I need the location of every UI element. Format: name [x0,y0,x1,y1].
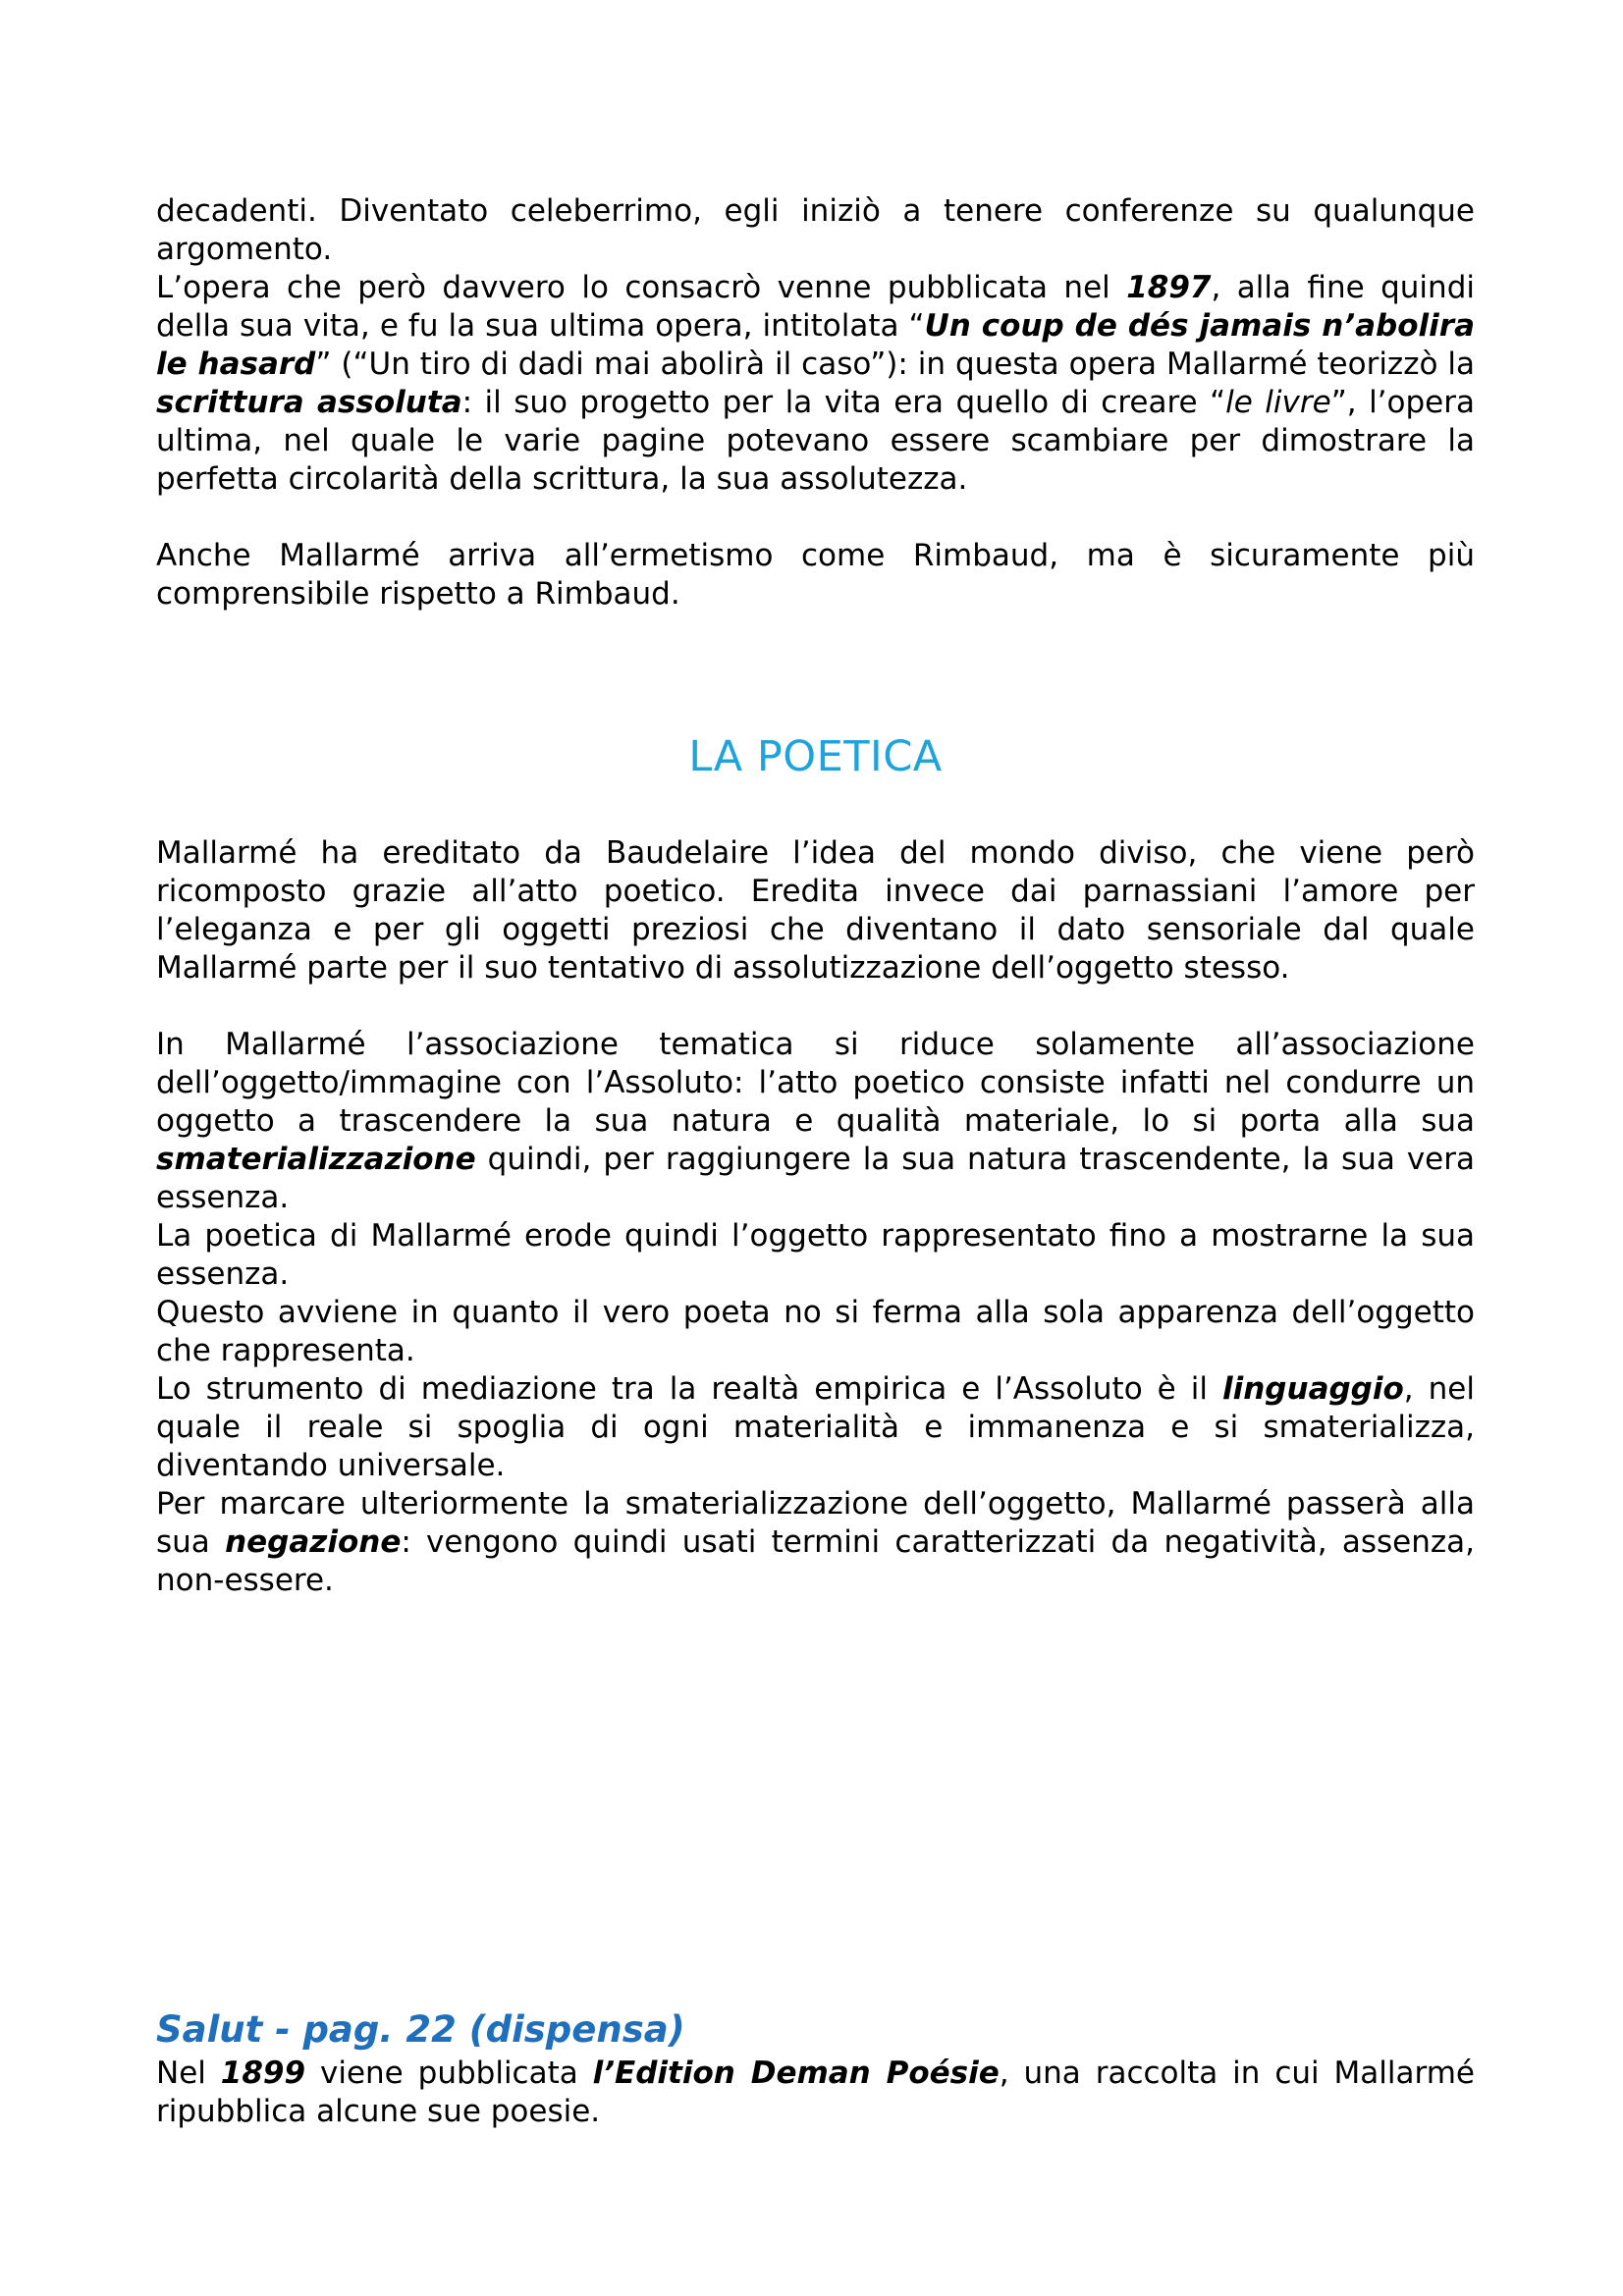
intro-paragraph-3: Anche Mallarmé arriva all’ermetismo come Rimbaud, ma è sicuramente più comprensibile rispetto a Rimbaud. [156,538,1475,612]
term-le-livre: le livre [1225,385,1331,420]
text-run: ”, l’opera ultima, nel quale le varie pagine potevano essere scambiare per dimostrare la perfetta circolarità della scrittura, la sua assolutezza. [156,385,1475,497]
text-run: L’opera che però davvero lo consacrò venne pubblicata nel [156,270,1127,305]
poetica-paragraph-6 [156,1485,1475,1600]
text-run: , una raccolta in cui Mallarmé ripubblica alcune sue poesie. [156,2056,1475,2129]
text-run: quindi, per raggiungere la sua natura trascendente, la sua vera essenza. [156,1142,1475,1215]
text-run: Nel [156,2056,221,2091]
text-run: : vengono quindi usati termini caratterizzati da negatività, assenza, non-essere. [156,1524,1475,1598]
year-1899: 1899 [220,2056,306,2091]
work-title: Un coup de dés jamais n’abolira le hasard [156,308,1476,382]
salut-paragraph-1 [156,2055,1475,2131]
text-run: In Mallarmé l’associazione tematica si riduce solamente all’associazione dell’oggetto/immagine con l’Assoluto: l’atto poetico consiste infatti nel condurre un oggetto a trascendere la sua natura e qualità materiale, lo si porta alla sua [156,1027,1475,1139]
poetica-paragraph-5 [156,1370,1475,1485]
poetica-paragraph-3: La poetica di Mallarmé erode quindi l’oggetto rappresentato fino a mostrarne la sua essenza. [156,1218,1475,1292]
text-run: viene pubblicata [305,2056,593,2091]
edition-title: l’Edition Deman Poésie [592,2056,1000,2091]
text-run: ” (“Un tiro di dadi mai abolirà il caso”): in questa opera Mallarmé teorizzò la [315,347,1475,382]
text-run: : il suo progetto per la vita era quello di creare “ [461,385,1226,420]
term-smaterializzazione: smaterializzazione [156,1142,476,1177]
term-linguaggio: linguaggio [1221,1371,1404,1407]
text-run: Per marcare ulteriormente la smaterializzazione dell’oggetto, Mallarmé passerà alla sua [156,1486,1475,1560]
text-run: , alla fine quindi della sua vita, e fu la sua ultima opera, intitolata “ [156,270,1475,344]
poetica-paragraph-1: Mallarmé ha ereditato da Baudelaire l’idea del mondo diviso, che viene però ricomposto grazie all’atto poetico. Eredita invece dai parnassiani l’amore per l’eleganza e per gli oggetti preziosi che diventano il dato sensoriale dal quale Mallarmé parte per il suo tentativo di assolutizzazione dell’oggetto stesso. [156,835,1475,986]
intro-paragraph-1: decadenti. Diventato celeberrimo, egli iniziò a tenere conferenze su qualunque argomento. [156,193,1475,267]
poetica-paragraph-2 [156,1026,1475,1217]
term-scrittura-assoluta: scrittura assoluta [156,385,462,420]
poetica-paragraph-4: Questo avviene in quanto il vero poeta no si ferma alla sola apparenza dell’oggetto che rappresenta. [156,1295,1475,1368]
intro-paragraph-2 [156,269,1475,499]
text-run: , nel quale il reale si spoglia di ogni materialità e immanenza e si smaterializza, diventando universale. [156,1371,1475,1483]
year-1897: 1897 [1126,270,1212,305]
term-negazione: negazione [225,1524,402,1560]
section-heading-salut: Salut - pag. 22 (dispensa) [156,2008,685,2051]
section-heading-poetica: LA POETICA [688,732,943,781]
text-run: Lo strumento di mediazione tra la realtà empirica e l’Assoluto è il [156,1371,1222,1407]
